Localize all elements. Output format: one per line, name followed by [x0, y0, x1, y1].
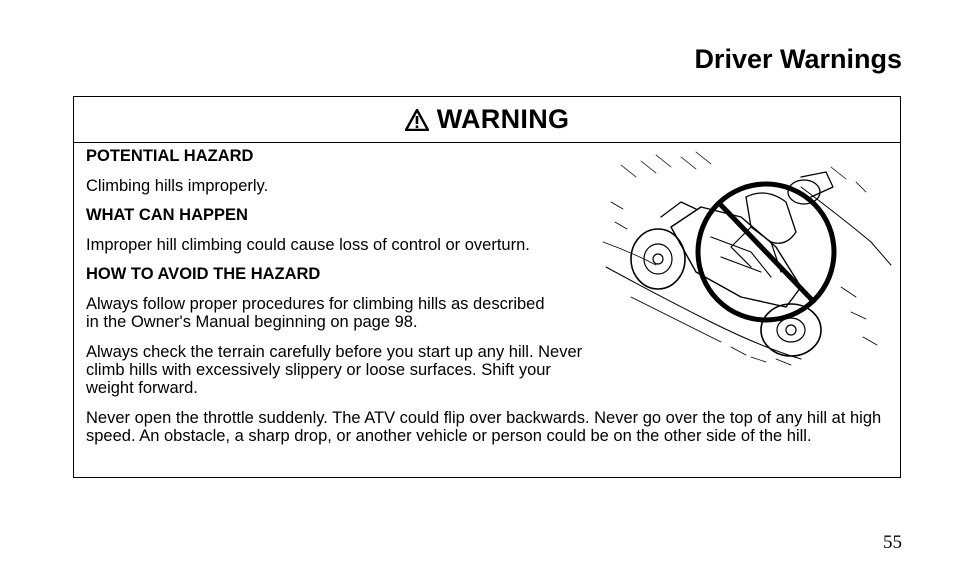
how-to-avoid-heading: HOW TO AVOID THE HAZARD — [86, 265, 321, 283]
page-title: Driver Warnings — [694, 44, 902, 74]
what-can-happen-heading: WHAT CAN HAPPEN — [86, 206, 248, 224]
how-to-avoid-paragraph-3: Never open the throttle suddenly. The ATV could flip over backwards. Never go over the top of any hill at high speed. An obstacle, a sharp drop, or another vehicle or person could be on the other side of the hill. — [86, 409, 882, 445]
warning-label: WARNING — [436, 104, 570, 134]
what-can-happen-text: Improper hill climbing could cause loss of control or overturn. — [86, 236, 530, 254]
potential-hazard-text: Climbing hills improperly. — [86, 177, 269, 195]
how-to-avoid-paragraph-2: Always check the terrain carefully before you start up any hill. Never climb hills with excessively slippery or loose surfaces. Shift your weight forward. — [86, 343, 583, 397]
warning-box — [73, 96, 901, 478]
atv-overturn-prohibited-icon — [601, 147, 896, 369]
page-number: 55 — [883, 532, 902, 553]
warning-header — [74, 97, 900, 143]
potential-hazard-heading: POTENTIAL HAZARD — [86, 147, 254, 165]
warning-triangle-icon — [405, 109, 429, 131]
how-to-avoid-paragraph-1: Always follow proper procedures for climbing hills as described in the Owner's Manual beginning on page 98. — [86, 295, 545, 331]
